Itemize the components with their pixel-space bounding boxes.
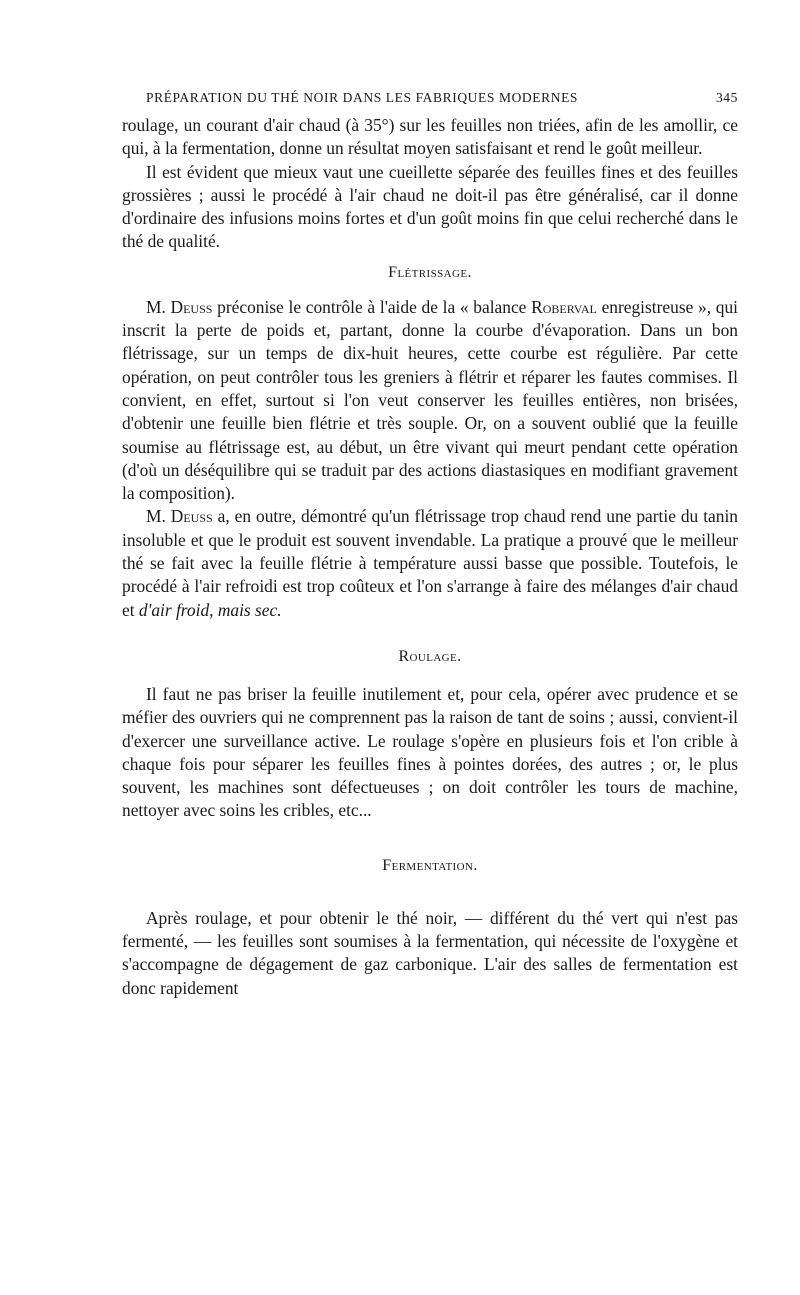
author-name: Deuss [170,296,213,317]
author-name: Deuss [170,506,213,527]
paragraph-deuss-tanin [122,505,738,621]
text-run: enregistreuse », qui inscrit la perte de poids et, partant, donne la courbe d'évaporation. Dans un bon flétrissage, sur un temps de dix-huit heures, cette courbe est régulière. Par cette opération, on peut contrôler tous les greniers à flétrir et réparer les fautes commises. Il convient, en effet, surtout si l'on veut conserver les feuilles entières, non brisées, d'obtenir une feuille bien flétrie et très souple. Or, on a souvent oublié que la feuille soumise au flétrissage est, au début, un être vivant qui meurt pendant cette opération (d'où un déséquilibre qui se traduit par des actions diastasiques en modifiant gravement la composition). [122,296,738,504]
section-heading-fletrissage: Flétrissage. [388,263,472,281]
section-heading-roulage: Roulage. [398,647,462,665]
book-page [122,90,738,1000]
paragraph-fermentation: Après roulage, et pour obtenir le thé noir, — différent du thé vert qui n'est pas fermenté, — les feuilles sont soumises à la fermentation, qui nécessite de l'oxygène et s'accompagne de dégagement de gaz carbonique. L'air des salles de fermentation est donc rapidement [122,907,738,998]
paragraph-cueillette: Il est évident que mieux vaut une cueillette séparée des feuilles fines et des feuilles grossières ; aussi le procédé à l'air chaud ne doit-il pas être généralisé, car il donne d'ordinaire des infusions moins fortes et d'un goût moins fin que celui recherché dans le thé de qualité. [122,161,738,252]
text-run: préconise le contrôle à l'aide de la « balance [212,296,532,317]
running-head-title: PRÉPARATION DU THÉ NOIR DANS LES FABRIQUES MODERNES [146,90,579,105]
text-run: a, en outre, démontré qu'un flétrissage trop chaud rend une partie du tanin insoluble et que le produit est souvent invendable. La pratique a prouvé que le meilleur thé se fait avec la feuille flétrie à température aussi basse que possible. Toutefois, le procédé à l'air refroidi est trop coûteux et l'on s'arrange à faire des mélanges d'air chaud et [122,506,738,620]
instrument-name: Roberval [531,296,597,317]
page-number: 345 [715,90,738,105]
text-run: M. [146,506,171,527]
paragraph-deuss-balance [122,296,738,506]
text-run: M. [146,296,171,317]
paragraph-continued: roulage, un courant d'air chaud (à 35°) sur les feuilles non triées, afin de les amollir, ce qui, à la fermentation, donne un résultat moyen satisfaisant et rend le goût meilleur. [122,115,738,159]
section-heading-fermentation: Fermentation. [382,856,478,874]
italic-phrase: d'air froid, mais sec. [138,599,282,620]
paragraph-roulage: Il faut ne pas briser la feuille inutilement et, pour cela, opérer avec prudence et se méfier des ouvriers qui ne comprennent pas la raison de tant de soins ; aussi, convient-il d'exercer une surveillance active. Le roulage s'opère en plusieurs fois et l'on crible à chaque fois pour séparer les feuilles fines à pointes dorées, des autres ; or, le plus souvent, les machines sont défectueuses ; on doit contrôler les tours de machine, nettoyer avec soins les cribles, etc... [122,683,738,821]
running-head [122,90,738,106]
